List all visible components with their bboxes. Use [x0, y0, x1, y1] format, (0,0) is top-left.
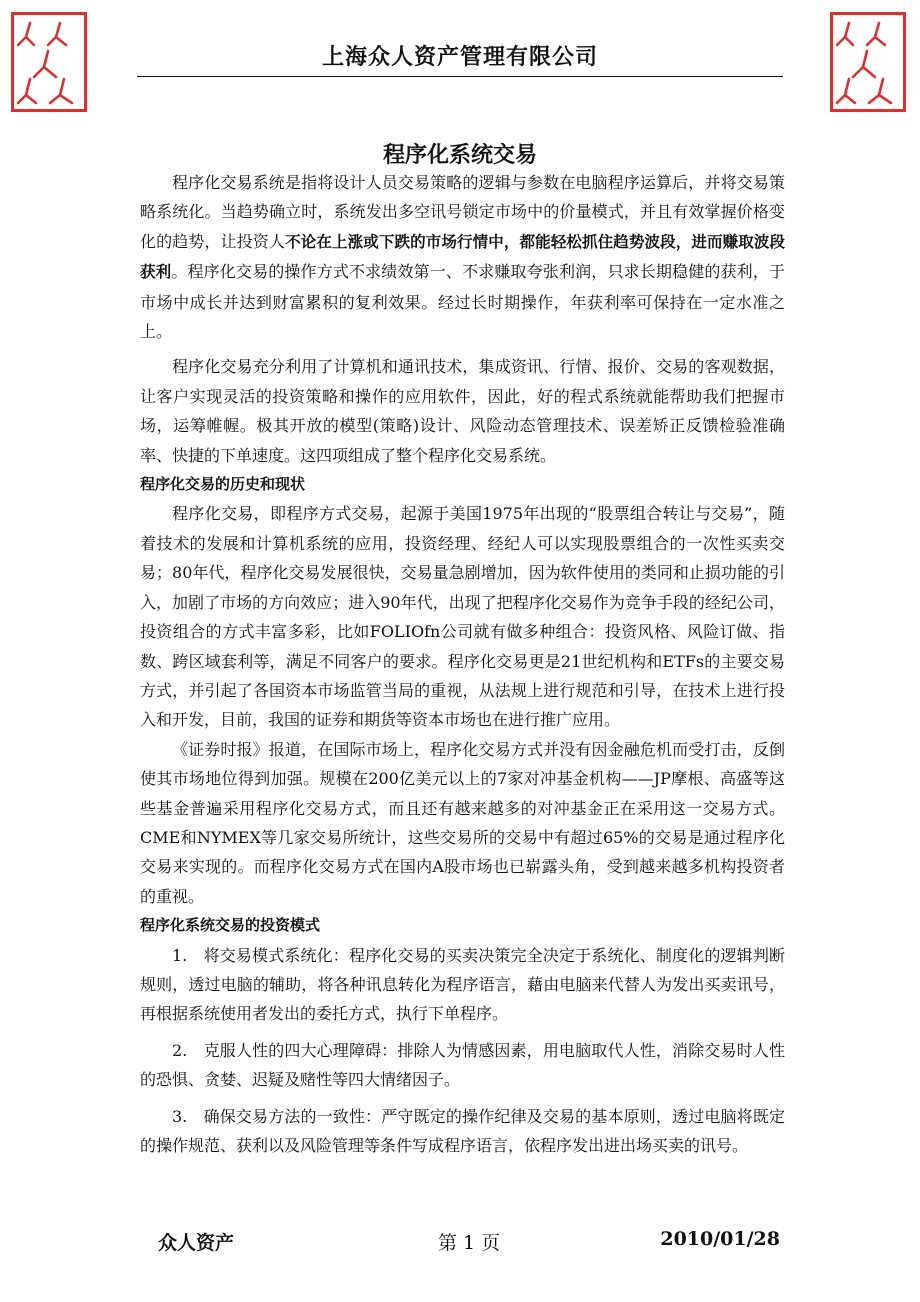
footer-page-number: 第 1 页 — [438, 1232, 501, 1254]
document-title: 程序化系统交易 — [382, 143, 537, 168]
intro-paragraph-1 — [140, 168, 785, 346]
list-item: 2. 克服人性的四大心理障碍：排除人为情感因素，用电脑取代人性，消除交易时人性的恐惧、贪婪、迟疑及赌性等四大情绪因子。 — [140, 1040, 785, 1090]
history-paragraph-2: 《证券时报》报道，在国际市场上，程序化交易方式并没有因金融危机而受打击，反倒使其市场地位得到加强。规模在200亿美元以上的7家对冲基金机构——JP摩根、高盛等这些基金普遍采用程序化交易方式，而且还有越来越多的对冲基金正在采用这一交易方式。CME和NYMEX等几家交易所统计，这些交易所的交易中有超过65%的交易是通过程序化交易来实现的。而程序化交易方式在国内A股市场也已崭露头角，受到越来越多机构投资者的重视。 — [140, 739, 785, 906]
company-logo-left — [11, 12, 87, 112]
history-paragraph-1: 程序化交易，即程序方式交易，起源于美国1975年出现的“股票组合转让与交易”，随着技术的发展和计算机系统的应用，投资经理、经纪人可以实现股票组合的一次性买卖交易；80年代，程序化交易发展很快，交易量急剧增加，因为软件使用的类同和止损功能的引入，加剧了市场的方向效应；进入90年代，出现了把程序化交易作为竞争手段的经纪公司，投资组合的方式丰富多彩，比如FOLIOfn公司就有做多种组合：投资风格、风险订做、指数、跨区域套利等，满足不同客户的要求。程序化交易更是21世纪机构和ETFs的主要交易方式，并引起了各国资本市场监管当局的重视，从法规上进行规范和引导，在技术上进行投入和开发，目前，我国的证券和期货等资本市场也在进行推广应用。 — [140, 504, 785, 730]
footer-company: 众人资产 — [158, 1232, 235, 1254]
section-heading-history: 程序化交易的历史和现状 — [140, 475, 306, 494]
header-company-name: 上海众人资产管理有限公司 — [321, 45, 598, 70]
page-footer — [140, 1228, 780, 1258]
people-seal-icon — [14, 15, 84, 109]
document-body — [140, 168, 785, 1167]
header-divider — [137, 76, 783, 77]
people-seal-icon — [833, 15, 903, 109]
intro-text-bold: 不论在上涨或下跌的市场行情中，都能轻松抓住趋势波段，进而赚取波段获利 — [140, 232, 785, 282]
intro-text-b: 。程序化交易的操作方式不求绩效第一、不求赚取夸张利润，只求长期稳健的获利，于市场中成长并达到财富累积的复利效果。经过长时期操作，年获利率可保持在一定水准之上。 — [140, 262, 785, 342]
list-item: 3. 确保交易方法的一致性：严守既定的操作纪律及交易的基本原则，透过电脑将既定的操作规范、获利以及风险管理等条件写成程序语言，依程序发出进出场买卖的讯号。 — [140, 1106, 785, 1155]
footer-date: 2010/01/28 — [660, 1228, 780, 1250]
intro-text-a: 程序化交易系统是指将设计人员交易策略的逻辑与参数在电脑程序运算后，并将交易策略系统化。当趋势确立时，系统发出多空讯号锁定市场中的价量模式，并且有效掌握价格变化的趋势，让投资人 — [140, 173, 785, 251]
intro-paragraph-2: 程序化交易充分利用了计算机和通讯技术，集成资讯、行情、报价、交易的客观数据，让客户实现灵活的投资策略和操作的应用软件，因此，好的程式系统就能帮助我们把握市场，运筹帷幄。极其开放的模型(策略)设计、风险动态管理技术、误差矫正反馈检验准确率、快捷的下单速度。这四项组成了整个程序化交易系统。 — [140, 357, 785, 465]
company-logo-right — [830, 12, 906, 112]
list-item: 1. 将交易模式系统化：程序化交易的买卖决策完全决定于系统化、制度化的逻辑判断规则，透过电脑的辅助，将各种讯息转化为程序语言，藉由电脑来代替人为发出买卖讯号，再根据系统使用者发出的委托方式，执行下单程序。 — [140, 945, 785, 1024]
section-heading-investment-mode: 程序化系统交易的投资模式 — [140, 916, 321, 935]
